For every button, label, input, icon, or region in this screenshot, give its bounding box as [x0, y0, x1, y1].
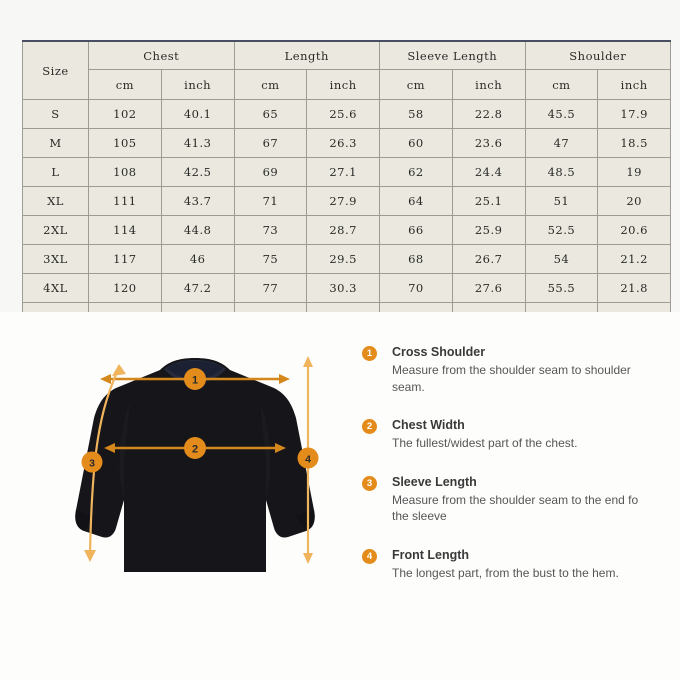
legend-description: Measure from the shoulder seam to shoulder seam. — [392, 363, 631, 394]
cell-measure: 27.6 — [452, 274, 525, 303]
legend-item — [362, 547, 652, 582]
table-row — [23, 158, 671, 187]
cell-measure: 77 — [234, 274, 307, 303]
sweater-body — [75, 358, 314, 572]
legend-description: The fullest/widest part of the chest. — [392, 436, 578, 450]
cell-measure: 102 — [89, 100, 162, 129]
marker-4-label: 4 — [305, 453, 311, 466]
cell-measure: 27.9 — [307, 187, 380, 216]
cell-measure: 54 — [525, 245, 598, 274]
cell-measure: 23.6 — [452, 129, 525, 158]
legend-item — [362, 344, 652, 395]
cell-measure: 20.6 — [598, 216, 671, 245]
legend-badge-1: 1 — [362, 346, 377, 361]
table-unit-header-row — [23, 70, 671, 100]
cell-measure: 67 — [234, 129, 307, 158]
table-body — [23, 100, 671, 332]
table-head — [23, 41, 671, 100]
column-header-chest: Chest — [89, 41, 235, 70]
cell-measure: 71 — [234, 187, 307, 216]
cell-measure: 40.1 — [161, 100, 234, 129]
cell-measure: 17.9 — [598, 100, 671, 129]
cell-size: 3XL — [23, 245, 89, 274]
table-group-header-row — [23, 41, 671, 70]
marker-3-label: 3 — [89, 457, 95, 470]
cell-measure: 51 — [525, 187, 598, 216]
table-row — [23, 274, 671, 303]
unit-header-shoulder-inch: inch — [598, 70, 671, 100]
cell-measure: 43.7 — [161, 187, 234, 216]
cell-measure: 24.4 — [452, 158, 525, 187]
cell-measure: 120 — [89, 274, 162, 303]
measurement-legend — [362, 344, 652, 603]
cell-size: XL — [23, 187, 89, 216]
cell-measure: 28.7 — [307, 216, 380, 245]
cell-measure: 27.1 — [307, 158, 380, 187]
unit-header-sleeve-cm: cm — [380, 70, 453, 100]
unit-header-length-cm: cm — [234, 70, 307, 100]
cell-measure: 64 — [380, 187, 453, 216]
cell-measure: 41.3 — [161, 129, 234, 158]
column-header-shoulder: Shoulder — [525, 41, 671, 70]
cell-measure: 47.2 — [161, 274, 234, 303]
column-header-size: Size — [23, 41, 89, 100]
cell-measure: 68 — [380, 245, 453, 274]
unit-header-chest-inch: inch — [161, 70, 234, 100]
cell-measure: 65 — [234, 100, 307, 129]
unit-header-length-inch: inch — [307, 70, 380, 100]
cell-measure: 22.8 — [452, 100, 525, 129]
column-header-sleeve-length: Sleeve Length — [380, 41, 526, 70]
cell-size: M — [23, 129, 89, 158]
cell-measure: 47 — [525, 129, 598, 158]
marker-2-label: 2 — [191, 443, 199, 456]
size-chart-table-section — [22, 40, 670, 332]
marker-1-label: 1 — [191, 374, 199, 387]
cell-measure: 73 — [234, 216, 307, 245]
cell-measure: 108 — [89, 158, 162, 187]
legend-title: Front Length — [392, 547, 470, 562]
unit-header-sleeve-inch: inch — [452, 70, 525, 100]
legend-badge-3: 3 — [362, 476, 377, 491]
cell-measure: 75 — [234, 245, 307, 274]
legend-description: Measure from the shoulder seam to the end fo the sleeve — [392, 492, 639, 523]
cell-measure: 66 — [380, 216, 453, 245]
unit-header-shoulder-cm: cm — [525, 70, 598, 100]
legend-item — [362, 474, 652, 525]
cell-measure: 48.5 — [525, 158, 598, 187]
cell-measure: 111 — [89, 187, 162, 216]
cell-measure: 62 — [380, 158, 453, 187]
cell-measure: 44.8 — [161, 216, 234, 245]
cell-measure: 19 — [598, 158, 671, 187]
unit-header-chest-cm: cm — [89, 70, 162, 100]
cell-measure: 18.5 — [598, 129, 671, 158]
legend-badge-4: 4 — [362, 549, 377, 564]
cell-measure: 58 — [380, 100, 453, 129]
cell-measure: 52.5 — [525, 216, 598, 245]
table-row — [23, 129, 671, 158]
cell-measure: 105 — [89, 129, 162, 158]
cell-measure: 25.1 — [452, 187, 525, 216]
cell-size: L — [23, 158, 89, 187]
cell-measure: 29.5 — [307, 245, 380, 274]
cell-measure: 55.5 — [525, 274, 598, 303]
table-row — [23, 216, 671, 245]
table-row — [23, 245, 671, 274]
table-row — [23, 100, 671, 129]
cell-measure: 26.7 — [452, 245, 525, 274]
cell-measure: 117 — [89, 245, 162, 274]
cell-measure: 60 — [380, 129, 453, 158]
cell-measure: 42.5 — [161, 158, 234, 187]
garment-illustration — [60, 340, 330, 610]
cell-measure: 25.6 — [307, 100, 380, 129]
table-row — [23, 187, 671, 216]
front-length-arrow — [298, 356, 319, 564]
measurement-guide-section — [0, 312, 680, 680]
cell-measure: 26.3 — [307, 129, 380, 158]
legend-title: Sleeve Length — [392, 474, 477, 489]
legend-item — [362, 417, 652, 452]
cell-measure: 69 — [234, 158, 307, 187]
cell-size: 4XL — [23, 274, 89, 303]
garment-diagram-svg — [60, 340, 330, 610]
cell-measure: 20 — [598, 187, 671, 216]
legend-title: Chest Width — [392, 418, 465, 432]
cell-measure: 30.3 — [307, 274, 380, 303]
cell-measure: 46 — [161, 245, 234, 274]
legend-title: Cross Shoulder — [392, 345, 486, 359]
cell-measure: 21.2 — [598, 245, 671, 274]
legend-badge-2: 2 — [362, 419, 377, 434]
cell-measure: 25.9 — [452, 216, 525, 245]
cell-measure: 45.5 — [525, 100, 598, 129]
cell-size: 2XL — [23, 216, 89, 245]
sweater-shape — [75, 358, 314, 572]
cell-measure: 21.8 — [598, 274, 671, 303]
cell-measure: 114 — [89, 216, 162, 245]
size-chart-table — [22, 40, 671, 332]
column-header-length: Length — [234, 41, 380, 70]
legend-description: The longest part, from the bust to the hem. — [392, 565, 619, 580]
cell-measure: 70 — [380, 274, 453, 303]
cell-size: S — [23, 100, 89, 129]
